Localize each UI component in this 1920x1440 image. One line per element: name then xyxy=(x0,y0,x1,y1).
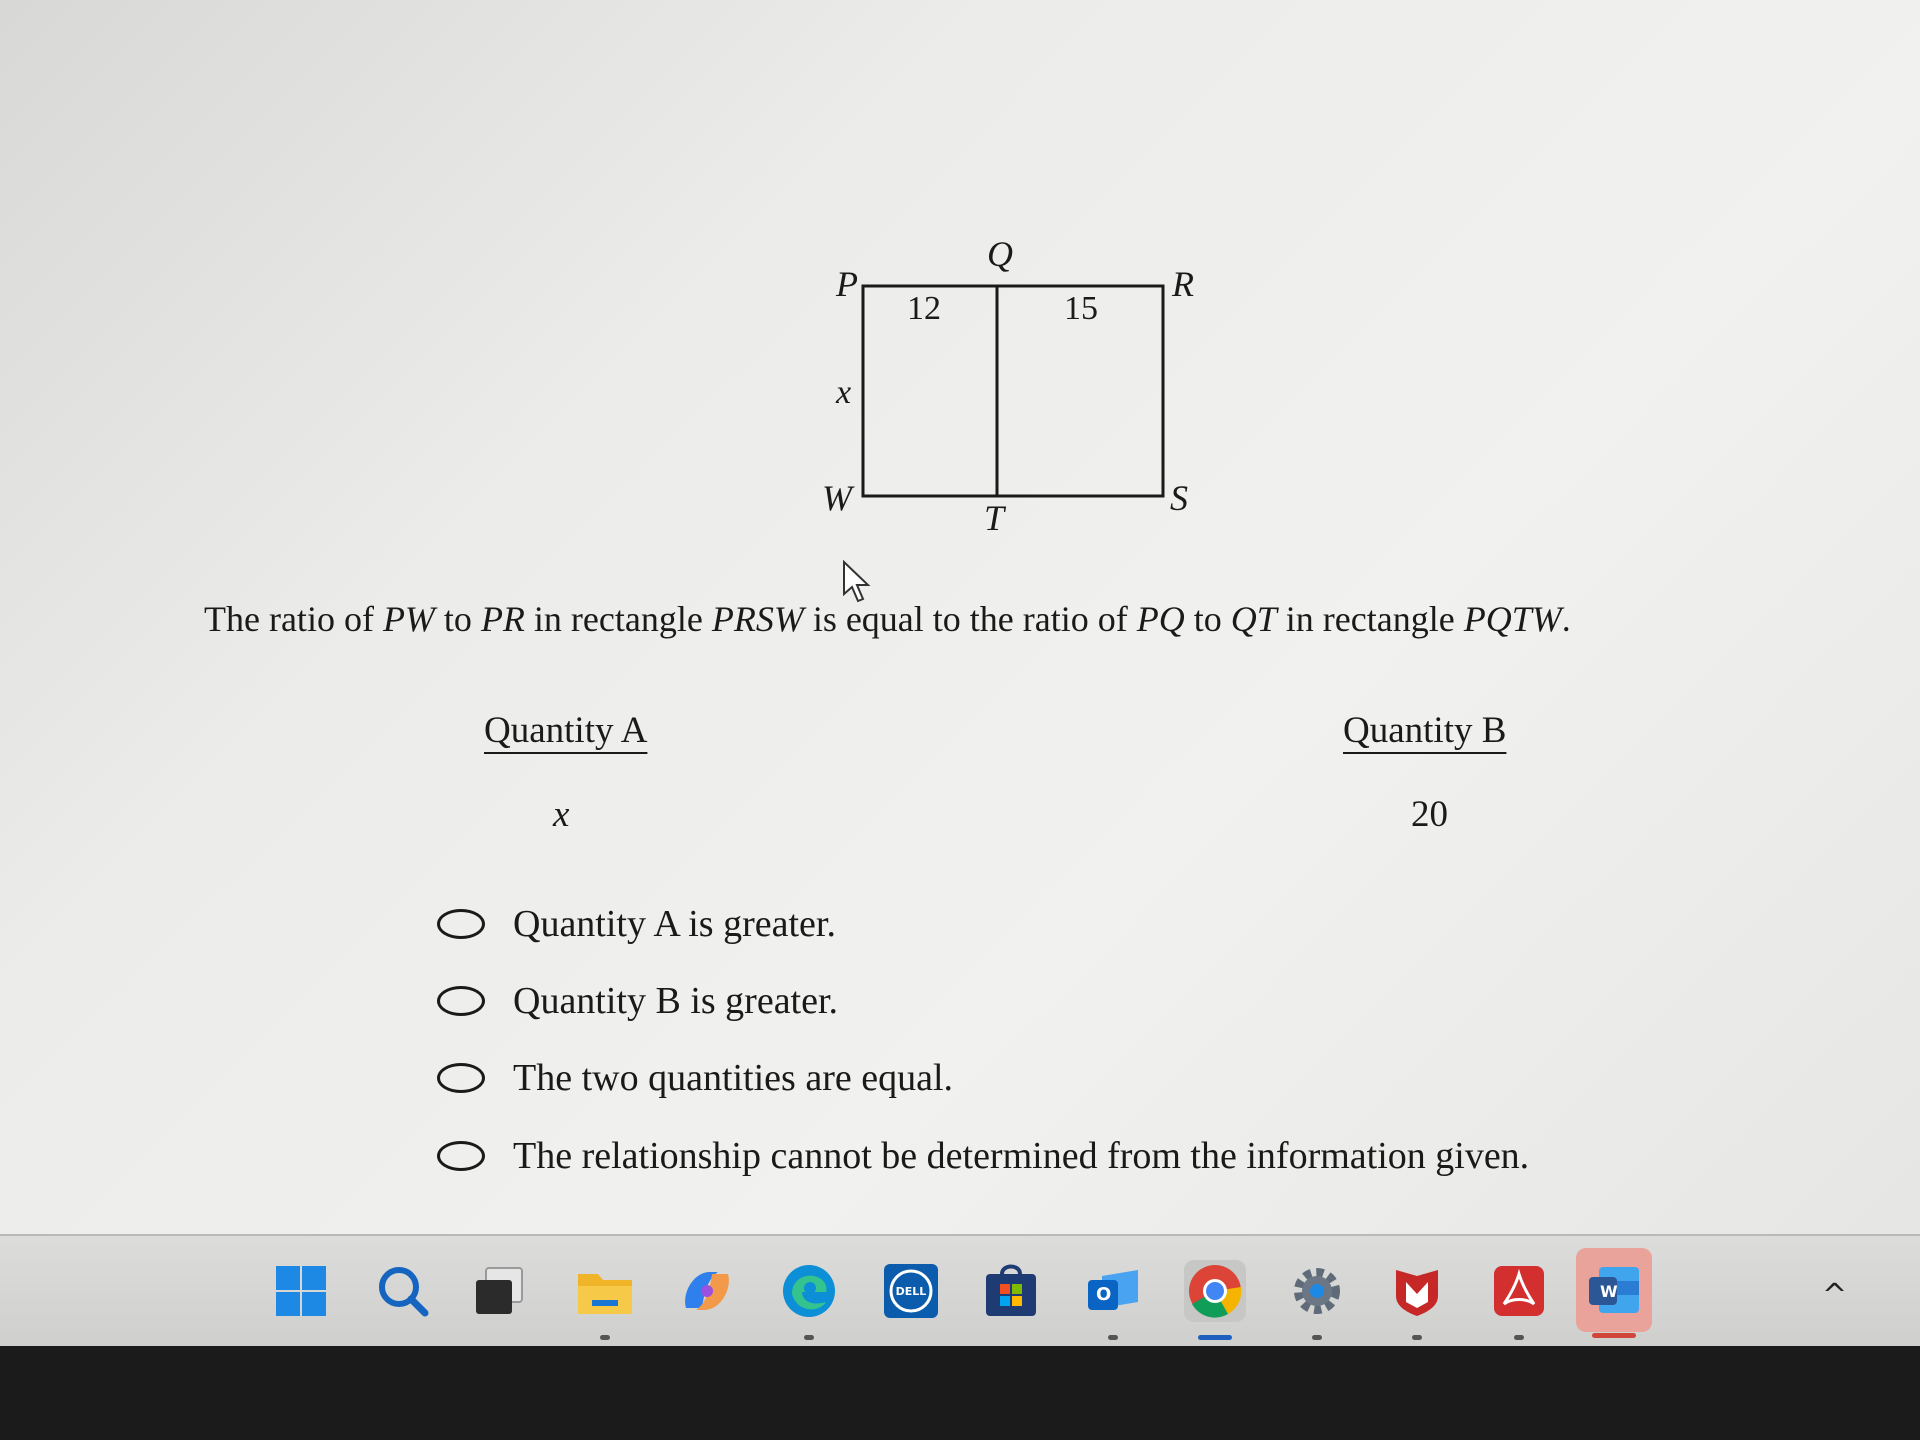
choice-b-greater[interactable] xyxy=(437,979,838,1023)
outlook-icon xyxy=(1084,1262,1142,1320)
vertex-r: R xyxy=(1172,264,1194,304)
choice-label: Quantity A is greater. xyxy=(513,903,836,945)
mcafee-shield-icon xyxy=(1388,1262,1446,1320)
segment-pr: PR xyxy=(480,599,525,639)
outlook-letter: O xyxy=(1096,1284,1112,1305)
choice-label: The relationship cannot be determined from the information given. xyxy=(513,1135,1530,1177)
choice-a-greater[interactable] xyxy=(437,902,836,946)
radio-button[interactable] xyxy=(437,909,485,939)
copilot-icon xyxy=(678,1264,736,1318)
segment-pq: PQ xyxy=(1136,599,1185,639)
segment-pw: PW xyxy=(382,599,435,639)
running-indicator xyxy=(804,1335,814,1340)
active-indicator xyxy=(1198,1335,1232,1340)
file-explorer-button[interactable] xyxy=(574,1260,636,1322)
mcafee-button[interactable] xyxy=(1386,1260,1448,1322)
search-button[interactable] xyxy=(372,1260,434,1322)
search-icon xyxy=(375,1263,431,1319)
choice-equal[interactable] xyxy=(437,1056,953,1100)
vertex-s: S xyxy=(1170,478,1188,518)
radio-button[interactable] xyxy=(437,1141,485,1171)
folder-icon xyxy=(576,1264,634,1318)
store-bag-icon xyxy=(982,1262,1040,1320)
copilot-button[interactable] xyxy=(676,1260,738,1322)
choice-label: The two quantities are equal. xyxy=(513,1057,954,1099)
microsoft-store-button[interactable] xyxy=(980,1260,1042,1322)
chrome-button[interactable] xyxy=(1184,1260,1246,1322)
edge-icon xyxy=(780,1262,838,1320)
dell-logo-text: DELL xyxy=(895,1284,927,1298)
edge-browser-button[interactable] xyxy=(778,1260,840,1322)
segment-qr-length: 15 xyxy=(1064,290,1098,327)
chrome-icon xyxy=(1186,1262,1244,1320)
active-indicator xyxy=(1592,1333,1636,1338)
question-stem: The ratio of PW to PR in rectangle PRSW is equal to the ratio of PQ to QT in rectangle PQTW. xyxy=(204,599,1571,639)
acrobat-pdf-icon xyxy=(1490,1262,1548,1320)
start-button[interactable] xyxy=(270,1260,332,1322)
quantity-b-value: 20 xyxy=(1411,794,1448,835)
running-indicator xyxy=(1312,1335,1322,1340)
quantity-a-heading: Quantity A xyxy=(484,710,648,751)
running-indicator xyxy=(1514,1335,1524,1340)
show-hidden-icons-chevron-icon[interactable]: ^ xyxy=(1822,1278,1848,1313)
vertex-w: W xyxy=(822,478,852,518)
settings-button[interactable] xyxy=(1286,1260,1348,1322)
rectangle-figure xyxy=(800,230,1220,550)
word-letter: W xyxy=(1600,1282,1618,1301)
task-view-icon xyxy=(472,1264,526,1318)
choice-label: Quantity B is greater. xyxy=(513,980,839,1022)
segment-qt: QT xyxy=(1230,599,1277,639)
dell-app-button[interactable] xyxy=(880,1260,942,1322)
radio-button[interactable] xyxy=(437,986,485,1016)
desk-background xyxy=(0,1346,1920,1440)
segment-pq-length: 12 xyxy=(907,290,941,327)
gear-icon xyxy=(1288,1262,1346,1320)
choice-cannot-determine[interactable] xyxy=(437,1134,1529,1178)
vertex-q: Q xyxy=(987,234,1013,274)
word-button[interactable] xyxy=(1576,1248,1652,1332)
acrobat-button[interactable] xyxy=(1488,1260,1550,1322)
radio-button[interactable] xyxy=(437,1063,485,1093)
outlook-button[interactable] xyxy=(1082,1260,1144,1322)
running-indicator xyxy=(1412,1335,1422,1340)
rectangle-diagram xyxy=(800,230,1220,550)
running-indicator xyxy=(1108,1335,1118,1340)
rectangle-pqtw: PQTW xyxy=(1463,599,1562,639)
vertex-p: P xyxy=(836,264,858,304)
quantity-a-value: x xyxy=(553,794,570,835)
quantity-b-heading: Quantity B xyxy=(1343,710,1507,751)
rectangle-prsw: PRSW xyxy=(711,599,804,639)
windows-logo-icon xyxy=(274,1264,328,1318)
segment-pw-length: x xyxy=(836,374,852,411)
running-indicator xyxy=(600,1335,610,1340)
task-view-button[interactable] xyxy=(468,1260,530,1322)
taskbar xyxy=(0,1234,1920,1348)
vertex-t: T xyxy=(984,498,1005,538)
